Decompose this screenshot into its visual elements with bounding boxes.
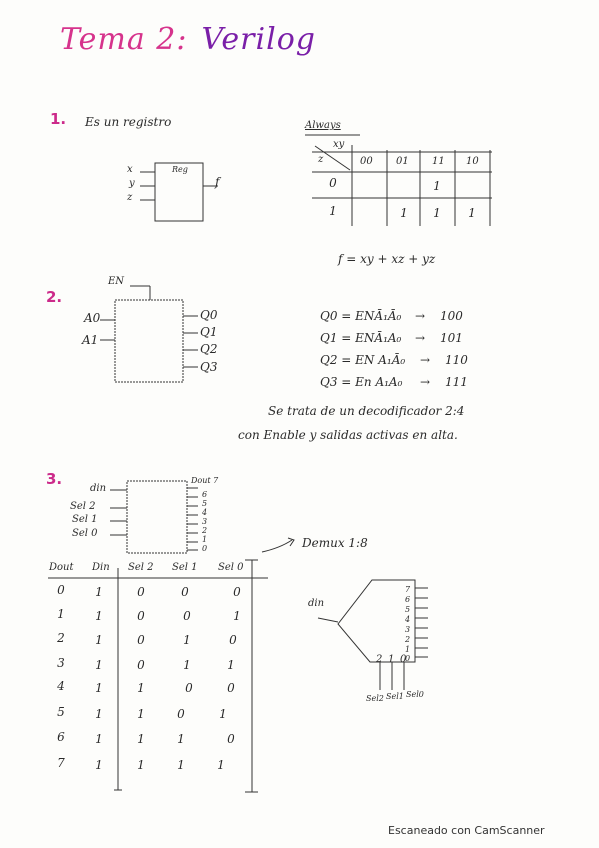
ex2-input-a0: A0 xyxy=(84,311,101,325)
kmap-cell: 1 xyxy=(433,179,441,193)
table-cell: 0 xyxy=(177,707,185,721)
demux-label: Demux 1:8 xyxy=(302,536,368,550)
kmap-col-00: 00 xyxy=(360,156,373,167)
ex3-out-pin: 0 xyxy=(202,544,208,553)
table-cell: 1 xyxy=(137,681,145,695)
table-cell: 1 xyxy=(95,658,103,672)
demux-out-pin: 2 xyxy=(405,635,411,644)
demux-sel-label: Sel2 xyxy=(366,694,384,703)
ex1-input-y: y xyxy=(129,178,135,189)
ex2-eq-q0-arrow: → xyxy=(415,309,426,323)
demux-sel-label: Sel0 xyxy=(406,690,424,699)
ex3-input-sel2: Sel 2 xyxy=(70,501,96,512)
kmap-cell: 1 xyxy=(468,206,476,220)
ex3-out-label: Dout 7 xyxy=(191,476,219,485)
table-cell: 0 xyxy=(227,732,235,746)
scanner-watermark: Escaneado con CamScanner xyxy=(388,824,545,837)
table-cell: 1 xyxy=(95,707,103,721)
table-cell: 6 xyxy=(57,730,65,744)
kmap-corner-row-label: z xyxy=(318,154,324,165)
ex2-output-q0: Q0 xyxy=(200,308,218,322)
table-cell: 1 xyxy=(177,732,185,746)
ex2-eq-q3-arrow: → xyxy=(420,375,431,389)
table-cell: 0 xyxy=(137,633,145,647)
ex2-eq-q3: Q3 = En A₁A₀ xyxy=(320,375,403,389)
table-cell: 1 xyxy=(95,732,103,746)
table-cell: 1 xyxy=(183,633,191,647)
ex2-eq-q1-arrow: → xyxy=(415,331,426,345)
ex2-eq-q0: Q0 = ENĀ₁Ā₀ xyxy=(320,309,402,323)
table-cell: 1 xyxy=(227,658,235,672)
ex2-eq-q1-value: 101 xyxy=(440,331,463,345)
table-cell: 1 xyxy=(233,609,241,623)
table-header-sel2: Sel 2 xyxy=(128,562,154,573)
ex2-input-a1: A1 xyxy=(82,333,99,347)
exercise-1-number: 1. xyxy=(50,110,67,128)
demux-out-pin: 4 xyxy=(405,615,411,624)
ex2-decoder-block xyxy=(115,300,183,382)
kmap-cell: 1 xyxy=(400,206,408,220)
ex3-out-pin: 6 xyxy=(202,490,208,499)
table-header-sel1: Sel 1 xyxy=(172,562,198,573)
demux-shape xyxy=(338,580,415,662)
ex2-eq-q3-value: 111 xyxy=(445,375,468,389)
exercise-2-number: 2. xyxy=(46,288,63,306)
demux-sel-label: Sel1 xyxy=(386,692,404,701)
ex3-out-pin: 3 xyxy=(202,517,208,526)
demux-sel-pin: 1 xyxy=(388,654,395,665)
table-header-din: Din xyxy=(92,562,110,573)
ex3-demux-block xyxy=(127,481,187,553)
ex1-block-label: Reg xyxy=(172,165,188,174)
table-cell: 0 xyxy=(57,583,65,597)
kmap-col-11: 11 xyxy=(432,156,445,167)
table-cell: 1 xyxy=(57,607,65,621)
table-cell: 1 xyxy=(95,758,103,772)
title-tema: Tema 2: xyxy=(60,22,188,57)
kmap-corner-label: xy xyxy=(333,139,345,150)
ex3-input-sel1: Sel 1 xyxy=(72,514,98,525)
ex1-always-label: Always xyxy=(305,120,341,131)
table-cell: 0 xyxy=(137,609,145,623)
ex2-eq-q2-value: 110 xyxy=(445,353,468,367)
demux-input-din: din xyxy=(308,598,325,609)
ex2-eq-q0-value: 100 xyxy=(440,309,463,323)
ex2-eq-q2-arrow: → xyxy=(420,353,431,367)
table-cell: 0 xyxy=(183,609,191,623)
table-header-sel0: Sel 0 xyxy=(218,562,244,573)
ex2-note-line-1: Se trata de un decodificador 2:4 xyxy=(268,404,465,418)
ex2-note-line-2: con Enable y salidas activas en alta. xyxy=(238,428,458,442)
kmap-col-10: 10 xyxy=(466,156,479,167)
ex3-input-din: din xyxy=(90,483,107,494)
ex3-out-pin: 5 xyxy=(202,499,208,508)
kmap-row-1-label: 1 xyxy=(329,204,337,218)
table-cell: 1 xyxy=(219,707,227,721)
table-header-dout: Dout xyxy=(49,562,74,573)
ex2-eq-q1: Q1 = ENĀ₁A₀ xyxy=(320,331,402,345)
title-subject: Verilog xyxy=(201,22,316,57)
ex1-input-x: x xyxy=(127,164,133,175)
table-cell: 7 xyxy=(57,756,65,770)
table-cell: 1 xyxy=(137,758,145,772)
table-cell: 0 xyxy=(185,681,193,695)
demux-sel-pin: 0 xyxy=(400,654,407,665)
table-cell: 2 xyxy=(57,631,65,645)
ex3-out-pin: 1 xyxy=(202,535,208,544)
table-cell: 1 xyxy=(217,758,225,772)
demux-out-pin: 5 xyxy=(405,605,411,614)
table-cell: 1 xyxy=(183,658,191,672)
table-cell: 0 xyxy=(181,585,189,599)
table-cell: 1 xyxy=(137,707,145,721)
table-cell: 4 xyxy=(57,679,65,693)
kmap-row-0-label: 0 xyxy=(329,176,337,190)
demux-out-pin: 7 xyxy=(405,585,411,594)
table-cell: 5 xyxy=(57,705,65,719)
table-cell: 0 xyxy=(227,681,235,695)
ex1-input-z: z xyxy=(127,192,133,203)
ex1-output-f: f xyxy=(215,175,220,189)
ex2-output-q3: Q3 xyxy=(200,360,218,374)
table-cell: 0 xyxy=(229,633,237,647)
ex2-enable-label: EN xyxy=(108,276,125,287)
demux-sel-pin: 2 xyxy=(376,654,383,665)
ex3-out-pin: 2 xyxy=(202,526,208,535)
table-cell: 0 xyxy=(137,658,145,672)
ex3-out-pin: 4 xyxy=(202,508,208,517)
exercise-3-number: 3. xyxy=(46,470,63,488)
kmap-cell: 1 xyxy=(433,206,441,220)
ex2-output-q2: Q2 xyxy=(200,342,218,356)
ex3-input-sel0: Sel 0 xyxy=(72,528,98,539)
kmap-col-01: 01 xyxy=(396,156,409,167)
table-cell: 1 xyxy=(177,758,185,772)
table-cell: 1 xyxy=(95,633,103,647)
table-cell: 0 xyxy=(137,585,145,599)
ex1-caption: Es un registro xyxy=(85,115,172,129)
table-cell: 1 xyxy=(137,732,145,746)
ex1-equation: f = xy + xz + yz xyxy=(338,252,436,266)
demux-out-pin: 3 xyxy=(405,625,411,634)
table-cell: 1 xyxy=(95,609,103,623)
table-cell: 3 xyxy=(57,656,65,670)
ex2-eq-q2: Q2 = EN A₁Ā₀ xyxy=(320,353,406,367)
table-cell: 0 xyxy=(233,585,241,599)
demux-out-pin: 0 xyxy=(405,654,411,663)
table-cell: 1 xyxy=(95,585,103,599)
table-cell: 1 xyxy=(95,681,103,695)
demux-out-pin: 6 xyxy=(405,595,411,604)
ex2-output-q1: Q1 xyxy=(200,325,218,339)
demux-out-pin: 1 xyxy=(405,645,411,654)
